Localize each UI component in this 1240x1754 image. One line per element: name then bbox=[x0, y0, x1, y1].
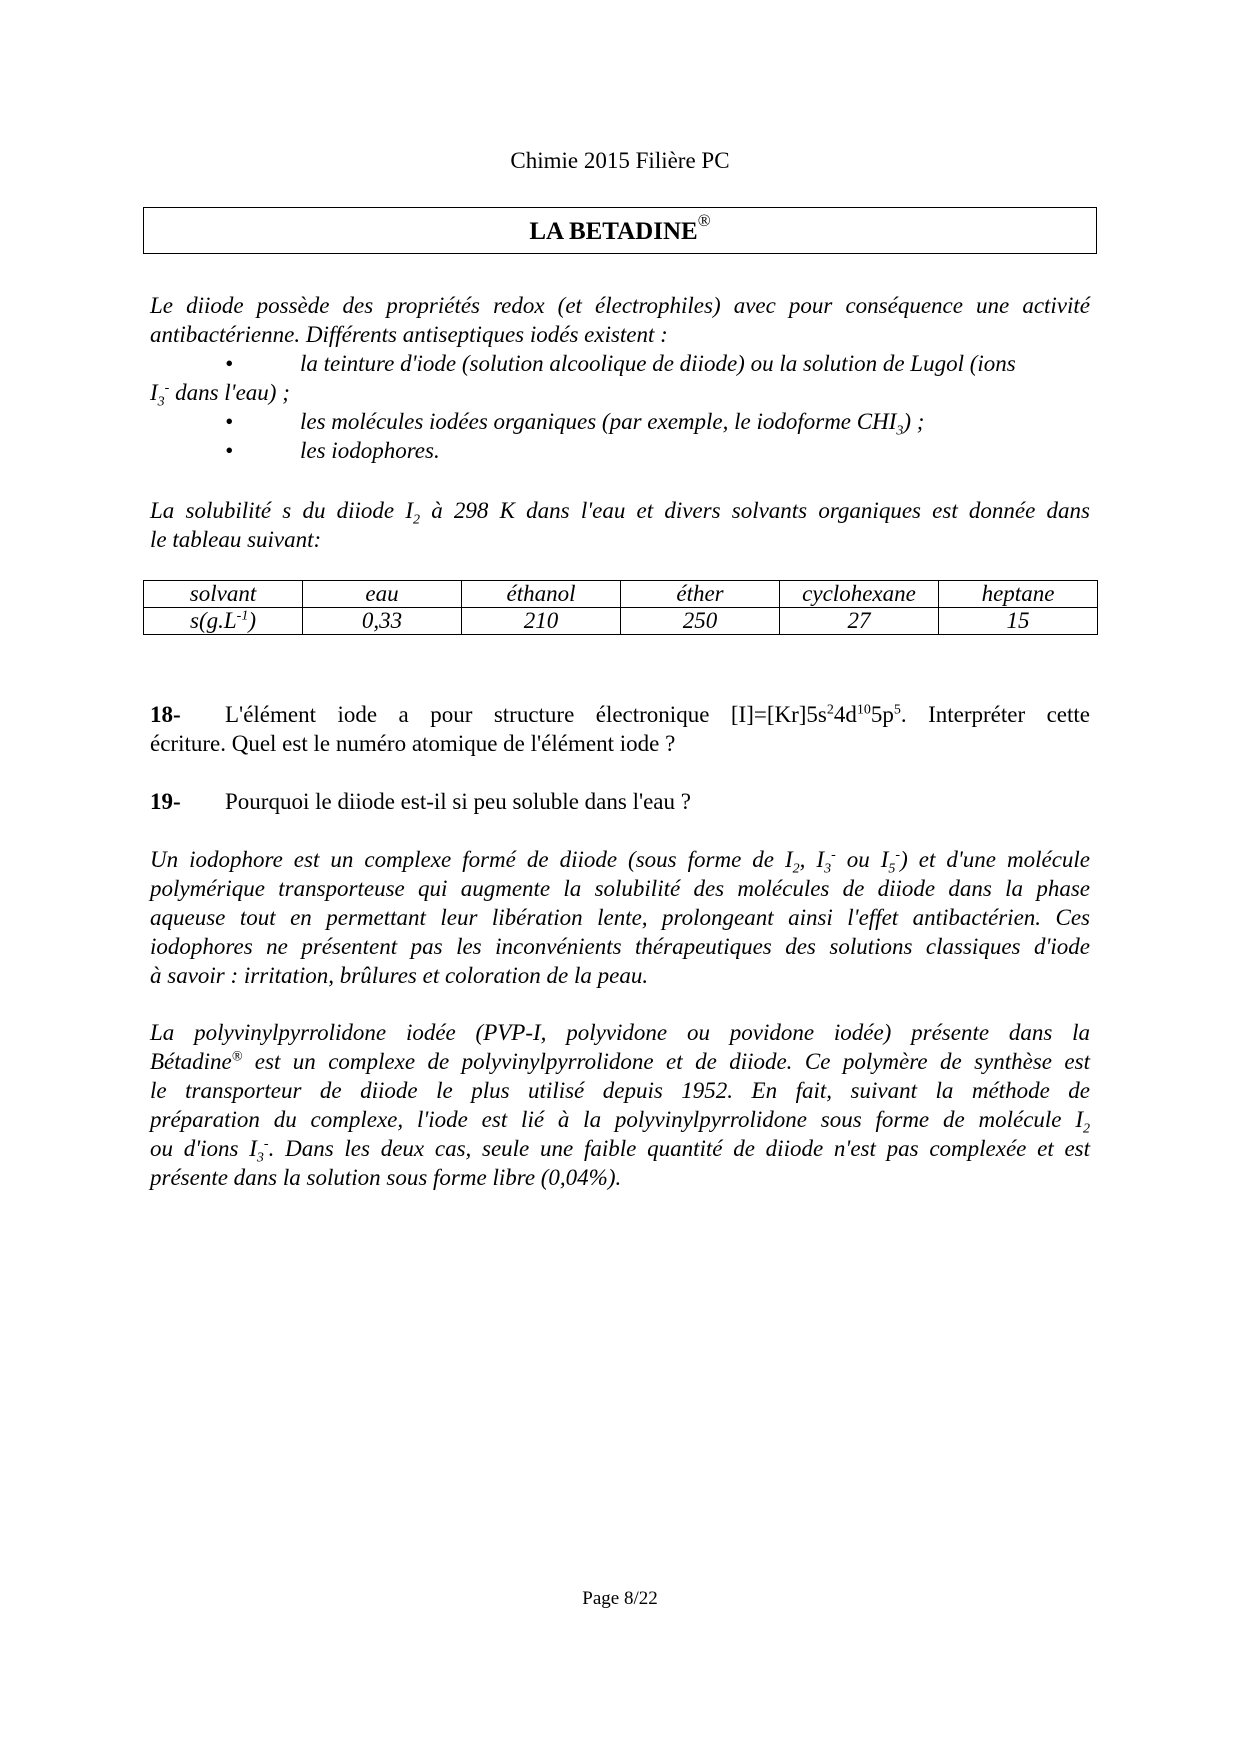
table-cell: 27 bbox=[780, 608, 939, 635]
table-cell: heptane bbox=[939, 581, 1098, 608]
table-cell: 210 bbox=[462, 608, 621, 635]
registered-mark: ® bbox=[697, 210, 711, 230]
question-number: 18- bbox=[150, 702, 181, 727]
table-cell: éthanol bbox=[462, 581, 621, 608]
question-19: 19- Pourquoi le diiode est-il si peu soluble dans l'eau ? bbox=[150, 789, 691, 814]
table-header-row bbox=[144, 581, 1098, 608]
table-cell: éther bbox=[621, 581, 780, 608]
table-cell: eau bbox=[303, 581, 462, 608]
bullet-item: • les molécules iodées organiques (par exemple, le iodoforme $CHI_3$) ; bbox=[225, 409, 925, 439]
bullet-icon: • bbox=[225, 438, 234, 463]
table-cell: cyclohexane bbox=[780, 581, 939, 608]
table-cell: solvant bbox=[144, 581, 303, 608]
bullet-item-continuation: $I_3^-$ dans l'eau) ; bbox=[150, 380, 290, 410]
page-footer: Page 8/22 bbox=[582, 1588, 658, 1609]
table-cell: 250 bbox=[621, 608, 780, 635]
solubility-paragraph: La solubilité s du diiode $I_2$ à 298 K dans l'eau et divers solvants organiques est donnée dans le tableau suivant: bbox=[150, 498, 1091, 552]
title-box bbox=[143, 207, 1097, 254]
page-title: LA BETADINE® bbox=[529, 210, 711, 245]
iodophore-paragraph: Un iodophore est un complexe formé de diiode (sous forme de $I_2$, $I_3^-$ ou $I_5^-$) et d'une molécule polymérique transporteuse qui augmente la solubilité des molécules de diiode dans la phase aqueuse tout en permettant leur libération lente, prolongeant ainsi l'effet antibactérien. Ces iodophores ne présentent pas les inconvénients thérapeutiques des solutions classiques d'iode à savoir : irritation, brûlures et coloration de la peau. bbox=[150, 847, 1090, 988]
question-number: 19- bbox=[150, 789, 181, 814]
question-18: 18- L'élément iode a pour structure électronique $[I]=[Kr]5s^24d^{10}5p^5$. Interpréter cette écriture. Quel est le numéro atomique de l'élément iode ? bbox=[150, 702, 1091, 756]
solubility-table bbox=[143, 580, 1098, 635]
bullet-item: • la teinture d'iode (solution alcoolique de diiode) ou la solution de Lugol (ions bbox=[225, 351, 1016, 376]
bullet-icon: • bbox=[225, 351, 234, 376]
table-cell: $s(g.L^{-1})$ bbox=[144, 608, 303, 635]
pvp-paragraph: La polyvinylpyrrolidone iodée (PVP-I, polyvidone ou povidone iodée) présente dans la Bétadine® est un complexe de polyvinylpyrrolidone et de diiode. Ce polymère de synthèse est le transporteur de diiode le plus utilisé depuis 1952. En fait, suivant la méthode de préparation du complexe, l'iode est lié à la polyvinylpyrrolidone sous forme de molécule $I_2$ ou d'ions $I_3^-$. Dans les deux cas, seule une faible quantité de diiode n'est pas complexée et est présente dans la solution sous forme libre (0,04%). bbox=[150, 1020, 1091, 1190]
intro-paragraph: Le diiode possède des propriétés redox (et électrophiles) avec pour conséquence une activité antibactérienne. Différents antiseptiques iodés existent : • la teinture d'iode (solution alcoolique de diiode) ou la solution de Lugol (ions $I_3^-$ dans l'eau) ; • les molécules iodées organiques (par exemple, le iodoforme $CHI_3$) ; • les iodophores. bbox=[150, 293, 1090, 463]
table-cell: 0,33 bbox=[303, 608, 462, 635]
page-header: Chimie 2015 Filière PC bbox=[510, 148, 730, 173]
table-row bbox=[144, 608, 1098, 635]
bullet-item: • les iodophores. bbox=[225, 438, 440, 463]
bullet-icon: • bbox=[225, 409, 234, 434]
table-cell: 15 bbox=[939, 608, 1098, 635]
